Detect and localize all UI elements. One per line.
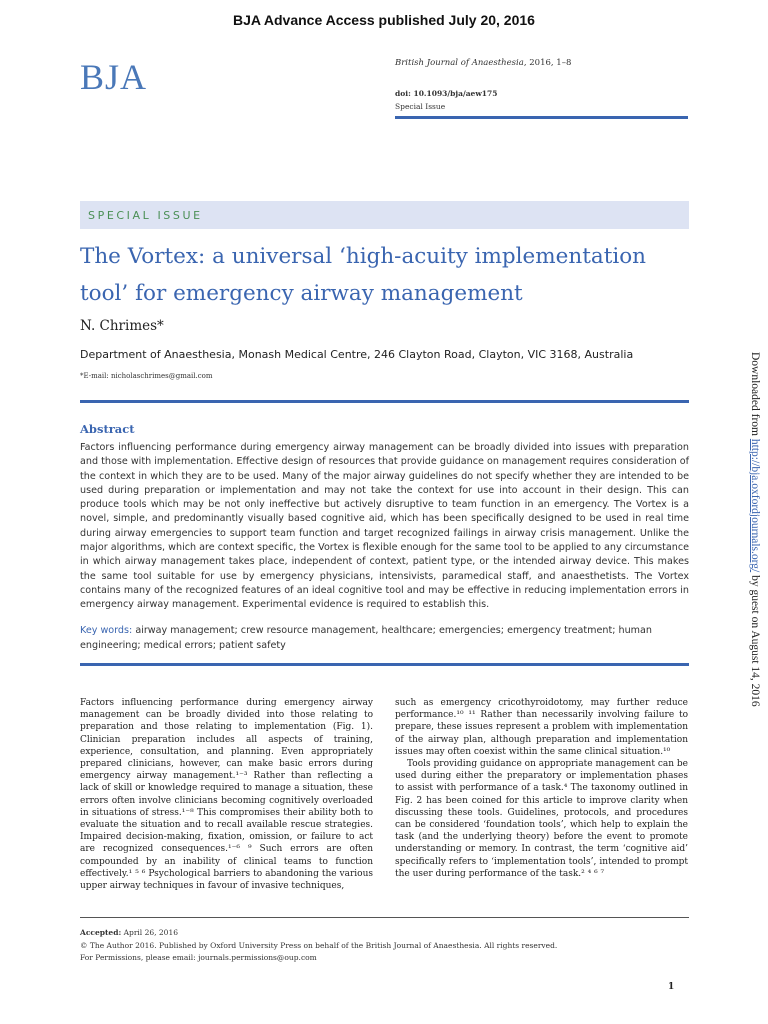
journal-name: British Journal of Anaesthesia bbox=[395, 58, 524, 68]
article-title: The Vortex: a universal ‘high-acuity implementation tool’ for emergency airway management bbox=[80, 244, 647, 306]
journal-logo: BJA bbox=[80, 57, 148, 97]
permissions: For Permissions, please email: journals.permissions@oup.com bbox=[80, 953, 317, 962]
abstract-bottom-divider bbox=[80, 663, 689, 666]
keywords bbox=[80, 624, 689, 653]
body-paragraph: Factors influencing performance during emergency airway management can be broadly divided into those relating to preparation and those relating to implementation (Fig. 1). Clinician preparation includes all aspects of training, experience, consultation, and planning. Even appropriately prepared clinicians, however, can make basic errors during emergency airway management.¹⁻³ Rather than reflecting a lack of skill or knowledge required to manage a situation, these errors often involve clinicians becoming cognitively overloaded in situations of stress.¹⁻⁸ This compromises their ability both to evaluate the situation and to recall available rescue strategies. Impaired decision-making, fixation, omission, or failure to act are recognized consequences.¹⁻⁶ ⁹ Such errors are often compounded by an inability of clinical teams to function effectively.¹ ⁵ ⁶ Psychological barriers to abandoning the various upper airway techniques in favour of invasive techniques, bbox=[80, 698, 373, 892]
header-divider bbox=[395, 116, 688, 119]
download-suffix: by guest on August 14, 2016 bbox=[749, 572, 761, 707]
accepted-label: Accepted: bbox=[80, 928, 122, 937]
page-number: 1 bbox=[668, 982, 675, 992]
keywords-text: airway management; crew resource management, healthcare; emergencies; emergency treatment; human engineering; medical errors; patient safety bbox=[80, 625, 652, 651]
footer-divider bbox=[80, 917, 689, 918]
journal-citation bbox=[395, 58, 687, 68]
section-bar bbox=[80, 201, 689, 229]
abstract-heading: Abstract bbox=[80, 422, 135, 436]
download-link[interactable]: http://bja.oxfordjournals.org/ bbox=[749, 438, 761, 573]
corresponding-email[interactable]: *E-mail: nicholaschrimes@gmail.com bbox=[80, 372, 213, 380]
download-prefix: Downloaded from bbox=[749, 352, 761, 439]
download-watermark bbox=[741, 352, 761, 707]
affiliation: Department of Anaesthesia, Monash Medical Centre, 246 Clayton Road, Clayton, VIC 3168, Australia bbox=[80, 348, 634, 361]
keywords-label: Key words: bbox=[80, 625, 133, 636]
accepted-date: April 26, 2016 bbox=[121, 928, 178, 937]
body-column-right bbox=[395, 697, 688, 880]
body-paragraph: such as emergency cricothyroidotomy, may further reduce performance.¹⁰ ¹¹ Rather than necessarily involving failure to prepare, these issues represent a problem with implementation of the airway plan, although preparation and implementation issues may often coexist within the same clinical situation.¹⁰ bbox=[395, 698, 688, 757]
body-paragraph: Tools providing guidance on appropriate management can be used during either the preparatory or implementation phases to assist with performance of a task.⁴ The taxonomy outlined in Fig. 2 has been coined for this article to improve clarity when discussing these tools. Guidelines, protocols, and procedures can be considered ‘foundation tools’, which help to explain the task (and the underlying theory) before the event to promote understanding or memory. In contrast, the term ‘cognitive aid’ specifically refers to ‘implementation tools’, intended to prompt the user during performance of the task.² ⁴ ⁶ ⁷ bbox=[395, 759, 688, 879]
author: N. Chrimes* bbox=[80, 318, 164, 334]
accepted-line bbox=[80, 927, 689, 940]
article-footer bbox=[80, 927, 689, 965]
advance-access-banner: BJA Advance Access published July 20, 2016 bbox=[233, 12, 535, 28]
body-column-left bbox=[80, 697, 373, 892]
journal-meta bbox=[395, 58, 687, 111]
abstract-text: Factors influencing performance during emergency airway management can be broadly divided into issues with preparation and those with implementation. Effective design of resources that provide guidance on management requires consideration of the context in which they are to be used. Many of the major airway guidelines do not specify whether they are intended to be used during preparation or implementation and may not take the context for use into account in their design. This can produce tools which may be not only ineffective but actively disruptive to team function in an emergency. The Vortex is a novel, simple, and predominantly visually based cognitive aid, which has been specifically designed to be used in real time during airway emergencies to support team function and target recognized failings in airway crisis management. Unlike the major algorithms, which are context specific, the Vortex is flexible enough for the same tool to be applied to any circumstance in which airway management takes place, independent of context, patient type, or the intended airway device. This makes the same tool suitable for use by emergency physicians, intensivists, paramedical staff, and anaesthetists. The Vortex contains many of the recognized features of an ideal cognitive tool and may be effective in reducing implementation errors in emergency airway management. Experimental evidence is required to establish this. bbox=[80, 442, 689, 611]
abstract-top-divider bbox=[80, 400, 689, 403]
article-type: Special Issue bbox=[395, 102, 446, 111]
doi[interactable]: doi: 10.1093/bja/aew175 bbox=[395, 89, 498, 98]
journal-year-pages: , 2016, 1–8 bbox=[523, 58, 572, 68]
copyright: © The Author 2016. Published by Oxford University Press on behalf of the British Journal of Anaesthesia. All rights reserved. bbox=[80, 940, 558, 950]
section-label: SPECIAL ISSUE bbox=[88, 209, 203, 222]
